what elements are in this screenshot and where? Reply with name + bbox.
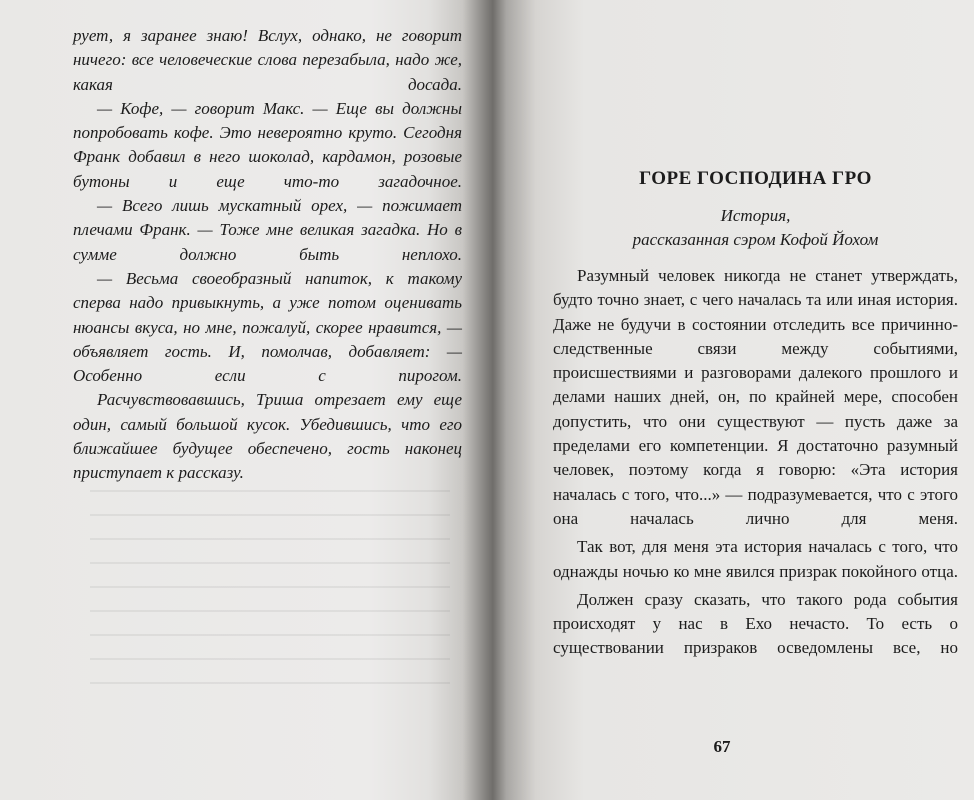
paragraph: Так вот, для меня эта история началась с того, что однажды ночью ко мне явился призрак покойного отца. xyxy=(553,537,958,581)
show-through-text xyxy=(90,490,450,690)
paragraph: Разумный человек никогда не станет утверждать, будто точно знает, с чего началась та или иная история. Даже не будучи в состоянии отследить все причинно-следственные связи между событиями, происшествиями и разговорами далекого прошлого и делами наших дней, он, по крайней мере, способен допустить, что они существуют — пусть даже за пределами его компетенции. Я достаточно разумный человек, поэтому когда я говорю: «Эта история началась с того, что...» — подразумевается, что с этого она началась лично для меня. xyxy=(553,266,958,528)
page-number: 67 xyxy=(713,737,731,756)
right-page-text xyxy=(553,264,958,661)
chapter-subtitle-line1: История, xyxy=(720,206,791,225)
left-page-text xyxy=(73,24,462,486)
paragraph: — Кофе, — говорит Макс. — Еще вы должны попробовать кофе. Это невероятно круто. Сегодня Франк добавил в него шоколад, кардамон, розовые бутоны и еще что-то загадочное. xyxy=(73,98,462,191)
chapter-subtitle-line2: рассказанная сэром Кофой Йохом xyxy=(632,230,879,249)
paragraph: Должен сразу сказать, что такого рода события происходят у нас в Ехо нечасто. То есть о существовании призраков осведомлены все, но xyxy=(553,589,958,658)
paragraph: — Весьма своеобразный напиток, к такому сперва надо привыкнуть, а уже потом оценивать нюансы вкуса, но мне, пожалуй, скорее нравится, — объявляет гость. И, помолчав, добавляет: — Особенно если с пирогом. xyxy=(73,268,462,386)
right-page xyxy=(487,0,974,800)
chapter-title: ГОРЕ ГОСПОДИНА ГРО xyxy=(639,168,872,189)
paragraph: Расчувствовавшись, Триша отрезает ему еще один, самый большой кусок. Убедившись, что его ближайшее будущее обеспечено, гость наконец приступает к рассказу. xyxy=(73,390,462,483)
paragraph: — Всего лишь мускатный орех, — пожимает плечами Франк. — Тоже мне великая загадка. Но в сумме должно быть неплохо. xyxy=(73,196,462,264)
paragraph: рует, я заранее знаю! Вслух, однако, не говорит ничего: все человеческие слова перезабыла, надо же, какая досада. xyxy=(73,26,462,94)
